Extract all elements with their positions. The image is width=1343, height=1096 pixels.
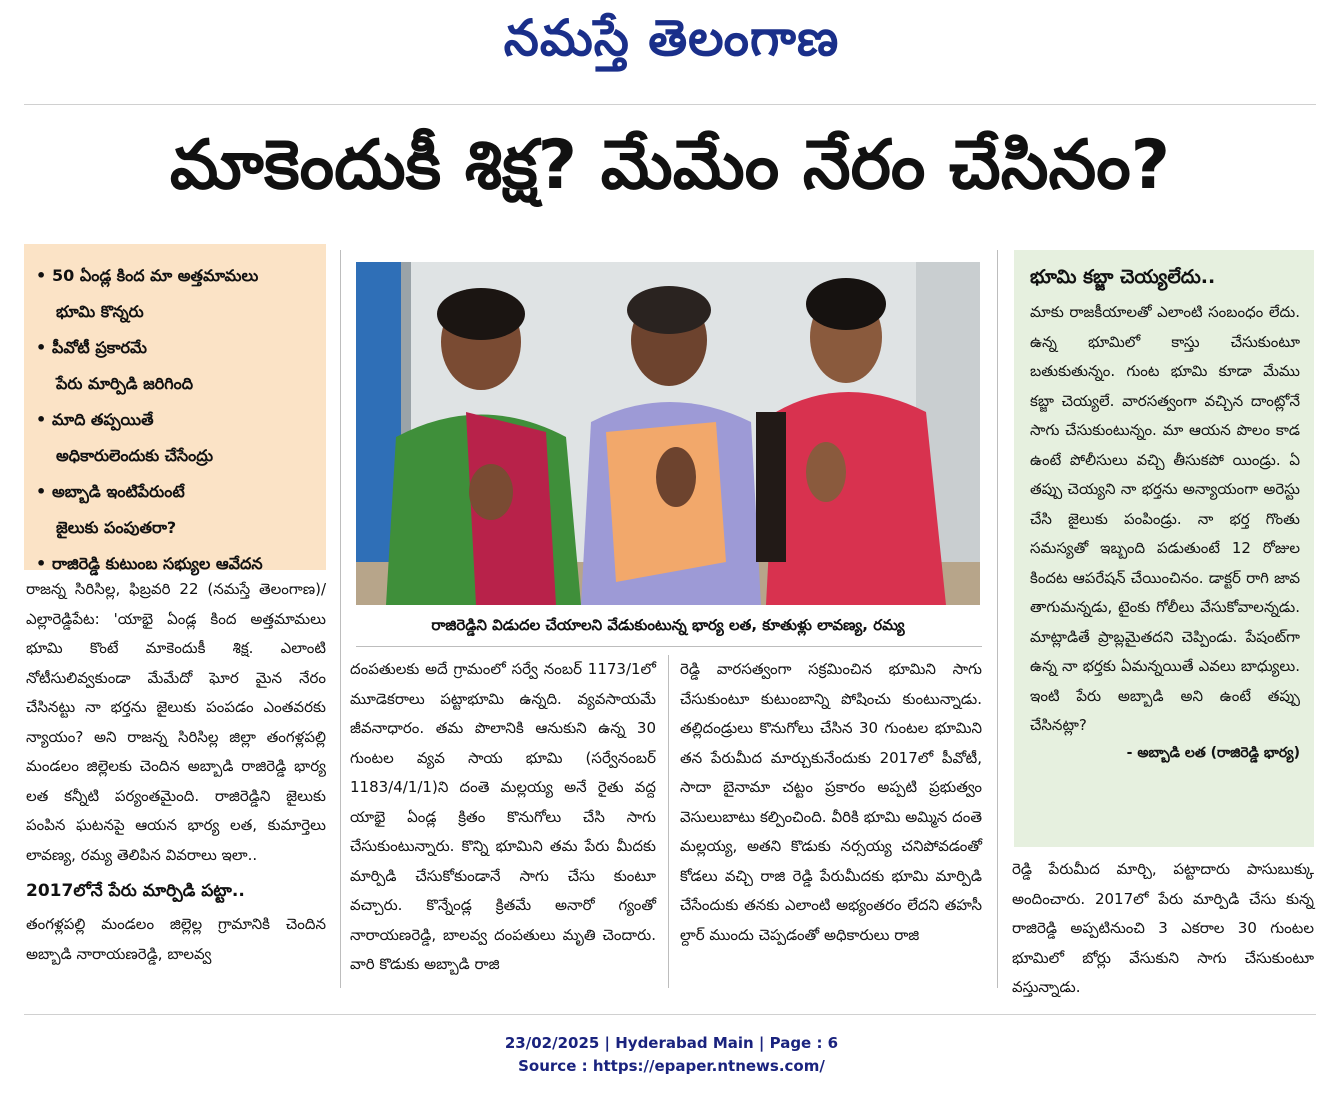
article-lead: రాజన్న సిరిసిల్ల, ఫిబ్రవరి 22 (నమస్తే తెలంగాణ)/ఎల్లారెడ్డిపేట: 'యాభై ఏండ్ల కింద అత్తమామలు భూమి కొంటే మాకెందుకీ శిక్ష. ఎలాంటి నోటీసులివ్వకుండా మేమేదో ఘోర మైన నేరం చేసినట్టు నా భర్తను జైలుకు పంపడం ఎంతవరకు న్యాయం? అని రాజన్న సిరిసిల్ల జిల్లా తంగళ్లపల్లి మండలం జిల్లెలకు చెందిన అబ్బాడి రాజిరెడ్డి భార్య లత కన్నీటి పర్యంతమైంది. రాజిరెడ్డిని జైలుకు పంపిన ఘటనపై ఆయన భార్య లత, కుమార్తెలు లావణ్య, రమ్య తెలిపిన వివరాలు ఇలా.. xyxy=(26,580,326,864)
caption-rule xyxy=(356,646,982,647)
bullet-icon: • xyxy=(36,410,47,429)
highlight-item: • అబ్బాడి ఇంటిపేరుంటే జైలుకు పంపుతరా? xyxy=(36,474,316,546)
highlight-item: • రాజిరెడ్డి కుటుంబ సభ్యుల ఆవేదన xyxy=(36,546,316,582)
family-photo xyxy=(356,262,980,605)
bullet-icon: • xyxy=(36,482,47,501)
bullet-icon: • xyxy=(36,266,47,285)
article-column-2 xyxy=(350,655,656,980)
photo-caption: రాజిరెడ్డిని విడుదల చేయాలని వేడుకుంటున్న భార్య లత, కూతుళ్లు లావణ్య, రమ్య xyxy=(431,616,905,634)
headline: మాకెందుకీ శిక్ష? మేమేం నేరం చేసినం? xyxy=(169,126,1171,205)
masthead-logo: నమస్తే తెలంగాణ xyxy=(503,8,840,67)
column-divider xyxy=(668,655,669,988)
sidebar-text: మాకు రాజకీయాలతో ఎలాంటి సంబంధం లేదు. ఉన్న భూమిలో కాస్తు చేసుకుంటూ బతుకుతున్నం. గుంట భూమి కూడా మేము కబ్జా చెయ్యలే. వారసత్వంగా వచ్చిన దాంట్లోనే సాగు చేసుకుంటున్నం. మా ఆయన పొలం కాడ ఉంటే పోలీసులు వచ్చి తీసుకపో యిండ్రు. ఏ తప్పు చెయ్యని నా భర్తను అన్యాయంగా అరెస్టు చేసి జైలుకు పంపిండ్రు. నా భర్త గొంతు సమస్యతో ఇబ్బంది పడుతుంటే 12 రోజుల కిందట ఆపరేషన్ చేయించినం. డాక్టర్ రాగి జావ తాగుమన్నడు, టైంకు గోలీలు వేసుకోవాలన్నడు. మాట్లాడితే ప్రాబ్లమైతదని చెప్పిండు. పేషంట్‌గా ఉన్న నా భర్తకు ఏమన్నయితే ఎవలు బాధ్యులు. ఇంటి పేరు అబ్బాడి అని ఉంటే తప్పు చేసినట్లా? xyxy=(1030,303,1300,734)
article-column-3 xyxy=(680,655,982,950)
highlight-item: • పీవోటీ ప్రకారమే పేరు మార్పిడి జరిగింది xyxy=(36,330,316,402)
highlight-item: • 50 ఏండ్ల కింద మా అత్తమామలు భూమి కొన్నరు xyxy=(36,258,316,330)
article-column-4 xyxy=(1012,855,1314,1003)
masthead-divider xyxy=(24,104,1316,105)
highlight-item: • మాది తప్పయితే అధికారులెందుకు చేసేంద్రు xyxy=(36,402,316,474)
article-text: రెడ్డి వారసత్వంగా సక్రమించిన భూమిని సాగు చేసుకుంటూ కుటుంబాన్ని పోషించు కుంటున్నాడు. తల్లిదండ్రులు కొనుగోలు చేసిన 30 గుంటల భూమిని తన పేరుమీద మార్చుకునేందుకు 2017లో పీవోటీ, సాదా బైనామా చట్టం ప్రకారం అప్పటి ప్రభుత్వం వెసులుబాటు కల్పించింది. వీరికి భూమి అమ్మిన దంతె మల్లయ్య, అతని కొడుకు నర్సయ్య చనిపోవడంతో కోడలు వచ్చి రాజి రెడ్డి పేరుమీదకు భూమి మార్పిడి చేసేందుకు తనకు ఎలాంటి అభ్యంతరం లేదని తహసీ ల్దార్ ముందు చెప్పడంతో అధికారులు రాజి xyxy=(680,660,982,944)
article-text: తంగళ్లపల్లి మండలం జిల్లెల్ల గ్రామానికి చెందిన అబ్బాడి నారాయణరెడ్డి, బాలవ్వ xyxy=(26,915,326,963)
column-divider xyxy=(997,250,998,988)
footer-dateline: 23/02/2025 | Hyderabad Main | Page : 6 xyxy=(504,1034,839,1052)
footer-divider xyxy=(24,1014,1316,1015)
column-divider xyxy=(340,250,341,988)
article-subhead: 2017లోనే పేరు మార్పిడి పట్టా.. xyxy=(26,881,245,901)
sidebar-signature: - అబ్బాడి లత (రాజిరెడ్డి భార్య) xyxy=(1126,744,1300,761)
bullet-icon: • xyxy=(36,554,47,573)
footer-source-link[interactable]: Source : https://epaper.ntnews.com/ xyxy=(518,1057,825,1075)
article-column-1 xyxy=(26,575,326,969)
bullet-icon: • xyxy=(36,338,47,357)
article-text: రెడ్డి పేరుమీద మార్చి, పట్టాదారు పాసుబుక్కు అందించారు. 2017లో పేరు మార్పిడి చేసు కున్న రాజిరెడ్డి అప్పటినుంచి 3 ఎకరాల 30 గుంటల భూమిలో బోర్లు వేసుకుని సాగు చేసుకుంటూ వస్తున్నాడు. xyxy=(1012,860,1314,996)
article-text: దంపతులకు అదే గ్రామంలో సర్వే నంబర్ 1173/1లో మూడెకరాలు పట్టాభూమి ఉన్నది. వ్యవసాయమే జీవనాధారం. తమ పొలానికి ఆనుకుని ఉన్న 30 గుంటల వ్యవ సాయ భూమి (సర్వేనంబర్ 1183/4/1/1)ని దంతె మల్లయ్య అనే రైతు వద్ద యాభై ఏండ్ల క్రితం కొనుగోలు చేసి సాగు చేసుకుంటున్నారు. కొన్ని భూమిని తమ పేరు మీదకు మార్పిడి చేసుకోకుండానే సాగు చేసు కుంటూ వచ్చారు. కొన్నేండ్ల క్రితమే అనారో గ్యంతో నారాయణరెడ్డి, బాలవ్వ దంపతులు మృతి చెందారు. వారి కొడుకు అబ్బాడి రాజి xyxy=(350,660,656,973)
sidebar-title: భూమి కబ్జా చెయ్యలేదు.. xyxy=(1030,266,1216,288)
highlights-box xyxy=(24,244,326,573)
sidebar-box xyxy=(1014,250,1314,847)
